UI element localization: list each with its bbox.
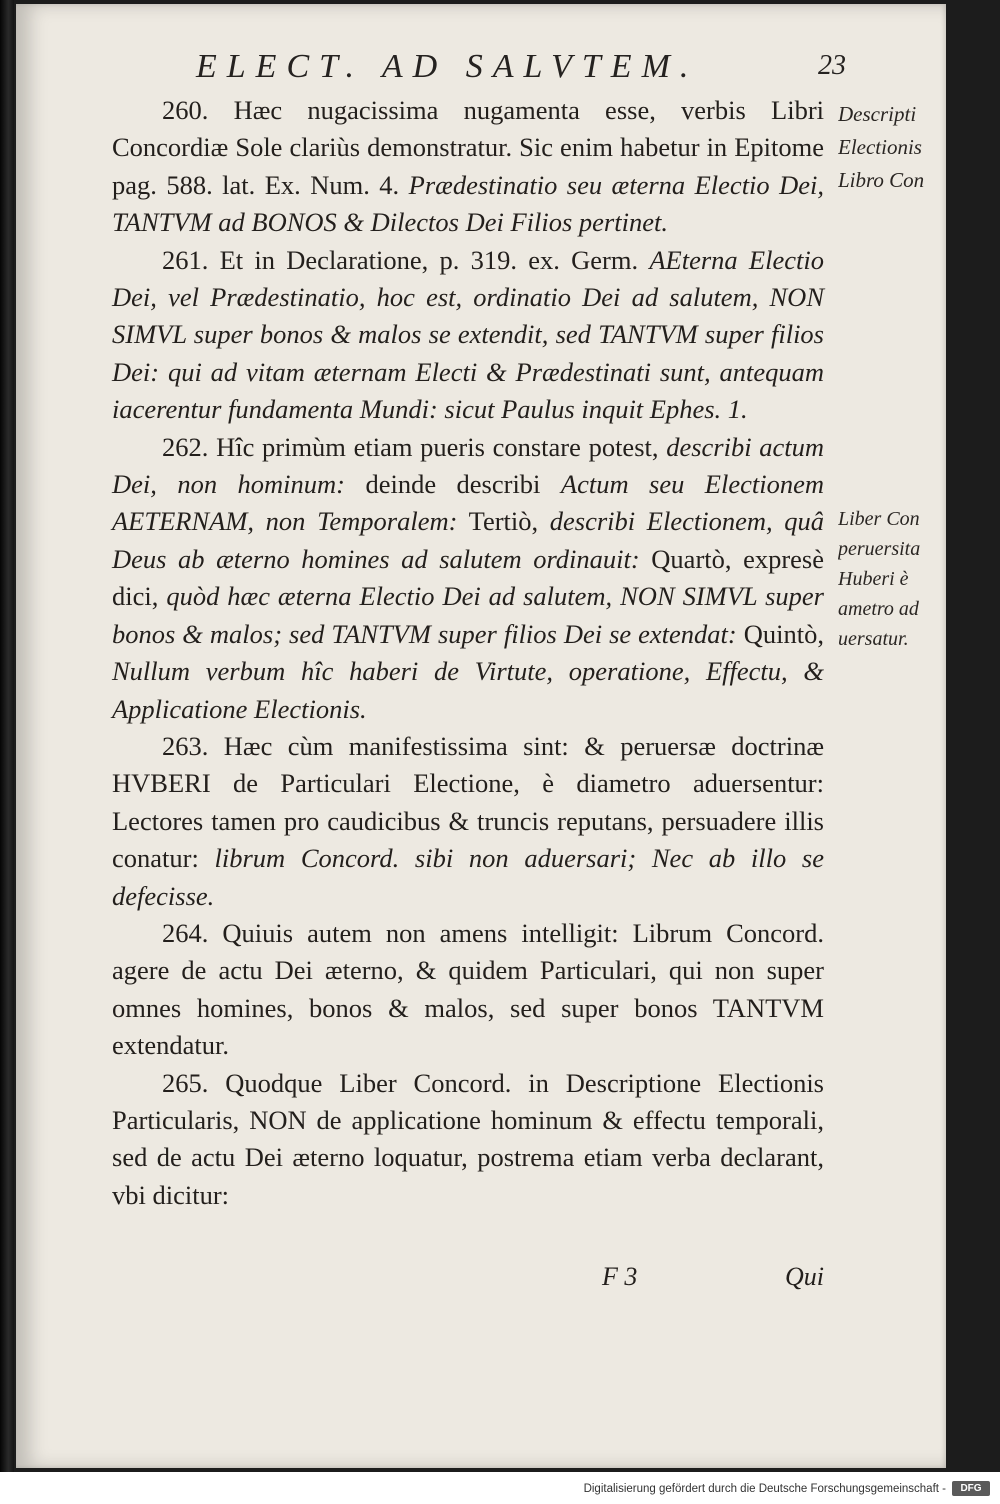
paragraph-262 (112, 429, 824, 728)
paragraph-number: 263. (162, 730, 209, 761)
paragraph-text: Quiuis autem non amens intelligit: Librum Concord. agere de actu Dei æterno, & quidem Particulari, qui non super omnes homines, bonos & malos, sed super bonos TANTVM extendatur. (112, 917, 824, 1061)
dfg-logo: DFG (952, 1481, 990, 1496)
paragraph-number: 260. (162, 95, 209, 125)
margin-note-line: Libro Con (838, 168, 925, 192)
paragraph-number: 262. (162, 431, 209, 462)
italic-quotation: describi actum Dei, non hominum: (112, 431, 825, 500)
funding-credit: Digitalisierung gefördert durch die Deutsche Forschungsgemeinschaft - (583, 1483, 946, 1495)
margin-note-line: ametro ad (838, 598, 919, 620)
page-footer-line (112, 1262, 824, 1298)
running-header (196, 48, 856, 88)
paragraph-260 (112, 92, 824, 242)
paragraph-text: deinde describi (365, 469, 541, 500)
paragraph-text: Quintò, (743, 618, 824, 649)
book-page (16, 4, 946, 1468)
paragraph-text: Tertiò, (468, 506, 539, 537)
paragraph-263 (112, 728, 824, 915)
paragraph-text: Quodque Liber Concord. in Descriptione Electionis Particularis, NON de applicatione hominum & effectu temporali, sed de actu Dei æterno loquatur, postrema etiam verba declarant, vbi dicitur: (112, 1067, 824, 1210)
paragraph-text: Quartò, expresè dici, (112, 543, 824, 612)
paragraph-text: Hæc nugacissima nugamenta esse, verbis Libri Concordiæ Sole clariùs demonstratur. Sic enim habetur in Epitome pag. 588. lat. Ex. Num. 4. (112, 95, 825, 200)
margin-note-line: Liber Con (838, 508, 920, 530)
italic-quotation: Prædestinatio seu æterna Electio Dei, TANTVM ad BONOS & Dilectos Dei Filios pertinet. (112, 169, 825, 238)
italic-quotation: AEterna Electio Dei, vel Prædestinatio, hoc est, ordinatio Dei ad salutem, NON SIMVL super bonos & malos se extendit, sed TANTVM super filios Dei: qui ad vitam æternam Electi & Prædestinati sunt, antequam iacerentur fundamenta Mundi: sicut Paulus inquit Ephes. 1. (112, 244, 824, 425)
italic-quotation: quòd hæc æterna Electio Dei ad salutem, NON SIMVL super bonos & malos; sed TANTVM super filios Dei se extendat: (112, 581, 824, 649)
paragraph-number: 264. (162, 917, 209, 948)
paragraph-261 (112, 242, 824, 429)
running-title: ELECT. AD SALVTEM. (196, 48, 699, 85)
book-spine-shadow (0, 0, 14, 1472)
margin-note-line: uersatur. (838, 628, 909, 650)
italic-quotation: describi Electionem, quâ Deus ab æterno homines ad salutem ordinauit: (112, 506, 825, 574)
margin-note-description (838, 98, 946, 197)
margin-note-line: peruersita (838, 538, 921, 560)
paragraph-number: 261. (162, 244, 209, 275)
margin-note-line: Electionis (838, 135, 922, 159)
main-text-block (112, 92, 824, 1214)
paragraph-264 (112, 915, 824, 1065)
italic-quotation: Nullum verbum hîc haberi de Virtute, operatione, Effectu, & Applicatione Electionis. (112, 656, 824, 724)
catchword: Qui (785, 1262, 824, 1291)
italic-quotation: librum Concord. sibi non aduersari; Nec ab illo se defecisse. (112, 843, 825, 911)
italic-quotation: Actum seu Electionem AETERNAM, non Temporalem: (112, 469, 825, 537)
paragraph-text: Hîc primùm etiam pueris constare potest, (216, 431, 659, 462)
paragraph-number: 265. (162, 1067, 209, 1098)
paragraph-265 (112, 1065, 824, 1215)
margin-note-line: Descripti (838, 102, 917, 126)
paragraph-text: Hæc cùm manifestissima sint: & peruersæ doctrinæ HVBERI de Particulari Electione, è diametro aduersentur: Lectores tamen pro caudicibus & truncis reputans, persuadere illis conatur: (112, 730, 824, 874)
signature-mark: F 3 (602, 1262, 638, 1291)
paragraph-text: Et in Declaratione, p. 319. ex. Germ. (219, 244, 639, 275)
margin-note-line: Huberi è (838, 568, 909, 590)
digitization-footer (0, 1472, 1000, 1504)
margin-note-liber (838, 504, 946, 654)
page-number: 23 (818, 50, 846, 81)
